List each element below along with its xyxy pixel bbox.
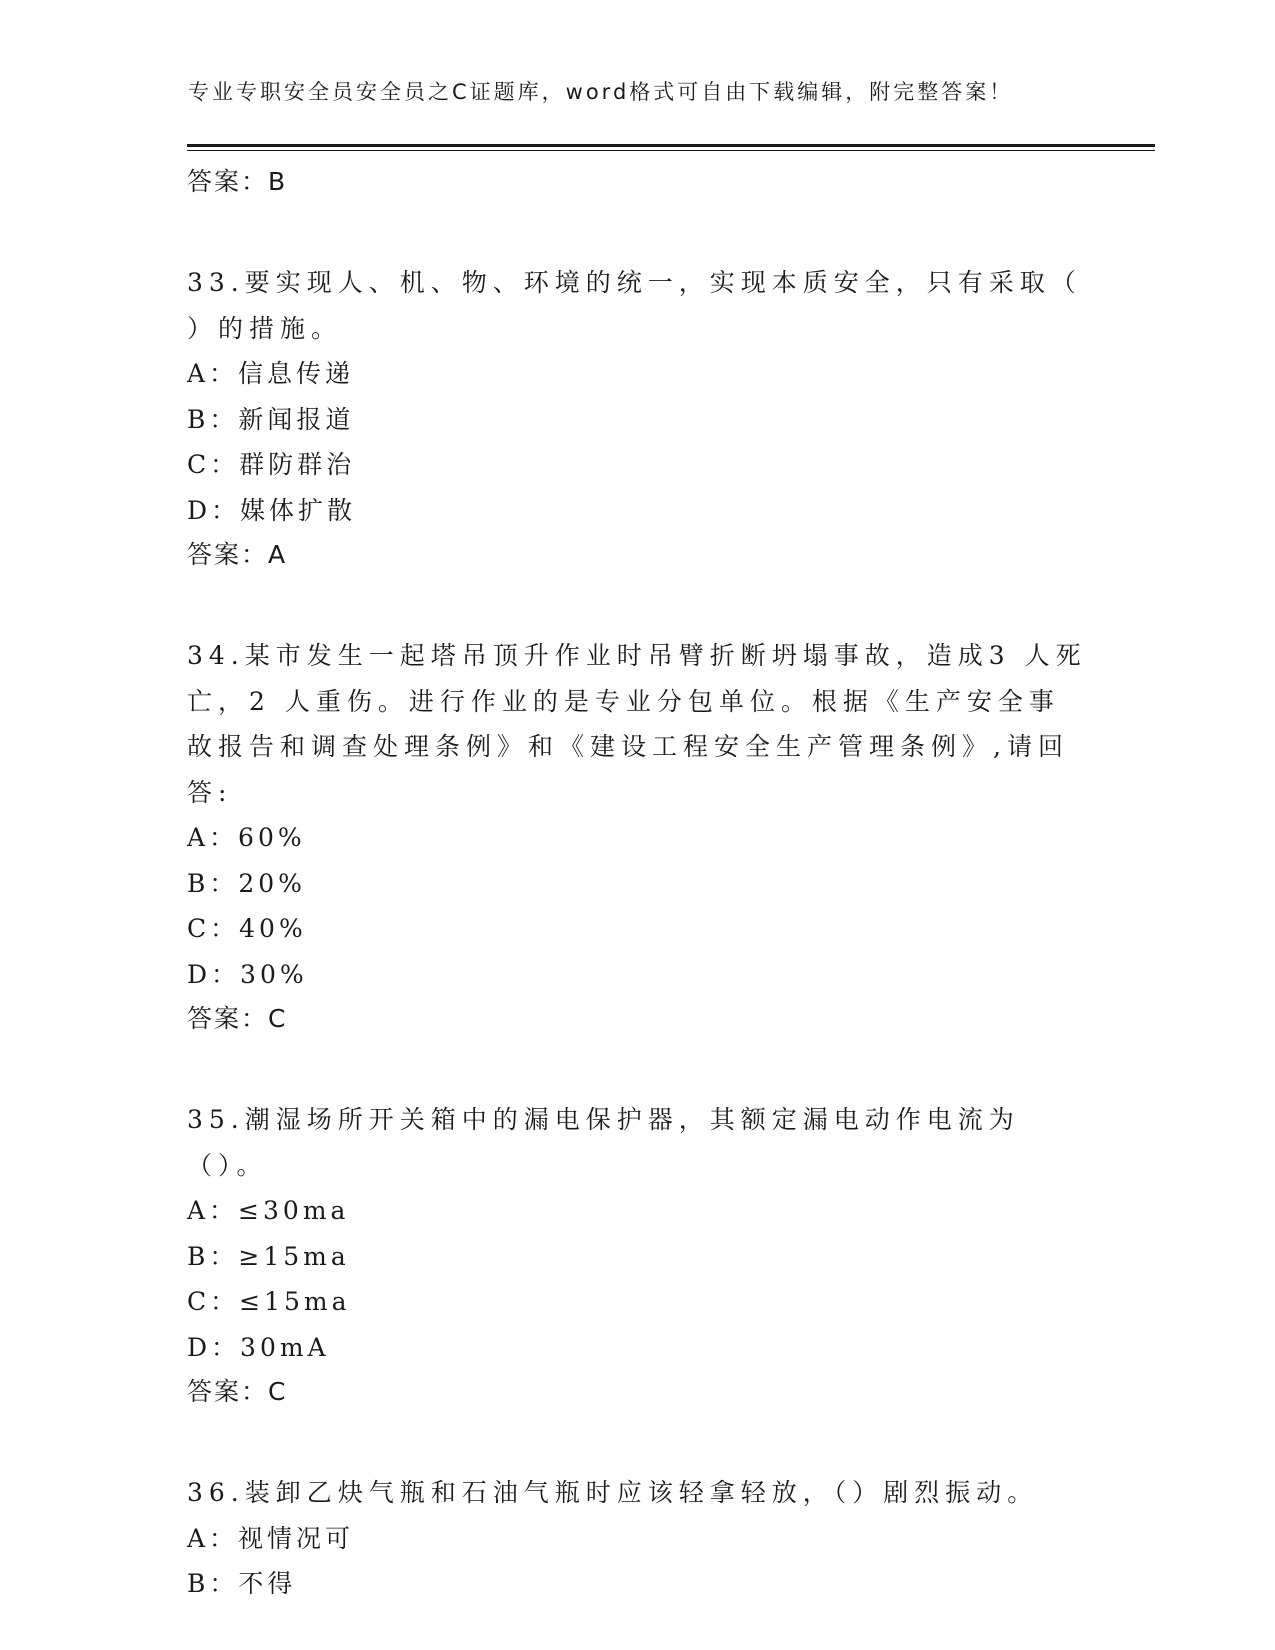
option-a: A：视情况可 xyxy=(187,1523,355,1553)
spacer xyxy=(187,577,1087,633)
option-d: D：30% xyxy=(187,959,308,989)
question-text: 36.装卸乙炔气瓶和石油气瓶时应该轻拿轻放，（）剧烈振动。 xyxy=(187,1478,1039,1507)
spacer xyxy=(187,1041,1087,1097)
question-text: 34.某市发生一起塔吊顶升作业时吊臂折断坍塌事故，造成3 人死亡，2 人重伤。进行作业的是专业分包单位。根据《生产安全事故报告和调查处理条例》和《建设工程安全生产管理条例》,请回答: xyxy=(187,641,1087,807)
page-header: 专业专职安全员安全员之C证题库，word格式可自由下载编辑，附完整答案！ xyxy=(188,80,1014,104)
option-c: C：≤15ma xyxy=(187,1287,351,1316)
question-35 xyxy=(187,1097,1087,1414)
option-d: D：30mA xyxy=(187,1332,330,1362)
answer-value: A xyxy=(268,540,288,569)
question-text: 33.要实现人、机、物、环境的统一，实现本质安全，只有采取（ ）的措施。 xyxy=(187,268,1082,343)
document-body xyxy=(187,160,1087,1607)
question-36 xyxy=(187,1470,1087,1607)
option-b: B：不得 xyxy=(187,1569,297,1598)
option-b: B：20% xyxy=(187,868,306,898)
question-34 xyxy=(187,633,1087,1041)
answer-line xyxy=(187,533,1087,577)
answer-line xyxy=(187,1370,1087,1414)
option-b: B：新闻报道 xyxy=(187,404,355,434)
option-a: A：60% xyxy=(187,823,306,852)
answer-prefix: 答案： xyxy=(187,540,269,569)
answer-value: C xyxy=(268,1004,288,1033)
answer-prefix: 答案： xyxy=(187,1004,269,1033)
answer-prefix: 答案： xyxy=(187,167,269,196)
answer-line-32 xyxy=(187,160,1087,204)
option-b: B：≥15ma xyxy=(187,1241,350,1271)
option-d: D：媒体扩散 xyxy=(187,495,357,525)
header-rule-thin xyxy=(187,150,1155,151)
option-a: A：信息传递 xyxy=(187,359,355,388)
answer-line xyxy=(187,997,1087,1041)
spacer xyxy=(187,204,1087,260)
header-rule-thick xyxy=(187,144,1155,147)
option-c: C：群防群治 xyxy=(187,450,356,479)
answer-value: B xyxy=(268,167,288,196)
answer-value: C xyxy=(268,1377,288,1406)
answer-prefix: 答案： xyxy=(187,1377,269,1406)
option-c: C：40% xyxy=(187,914,307,943)
question-33 xyxy=(187,260,1087,577)
question-text: 35.潮湿场所开关箱中的漏电保护器，其额定漏电动作电流为（）。 xyxy=(187,1105,1020,1180)
option-a: A：≤30ma xyxy=(187,1196,350,1225)
spacer xyxy=(187,1414,1087,1470)
